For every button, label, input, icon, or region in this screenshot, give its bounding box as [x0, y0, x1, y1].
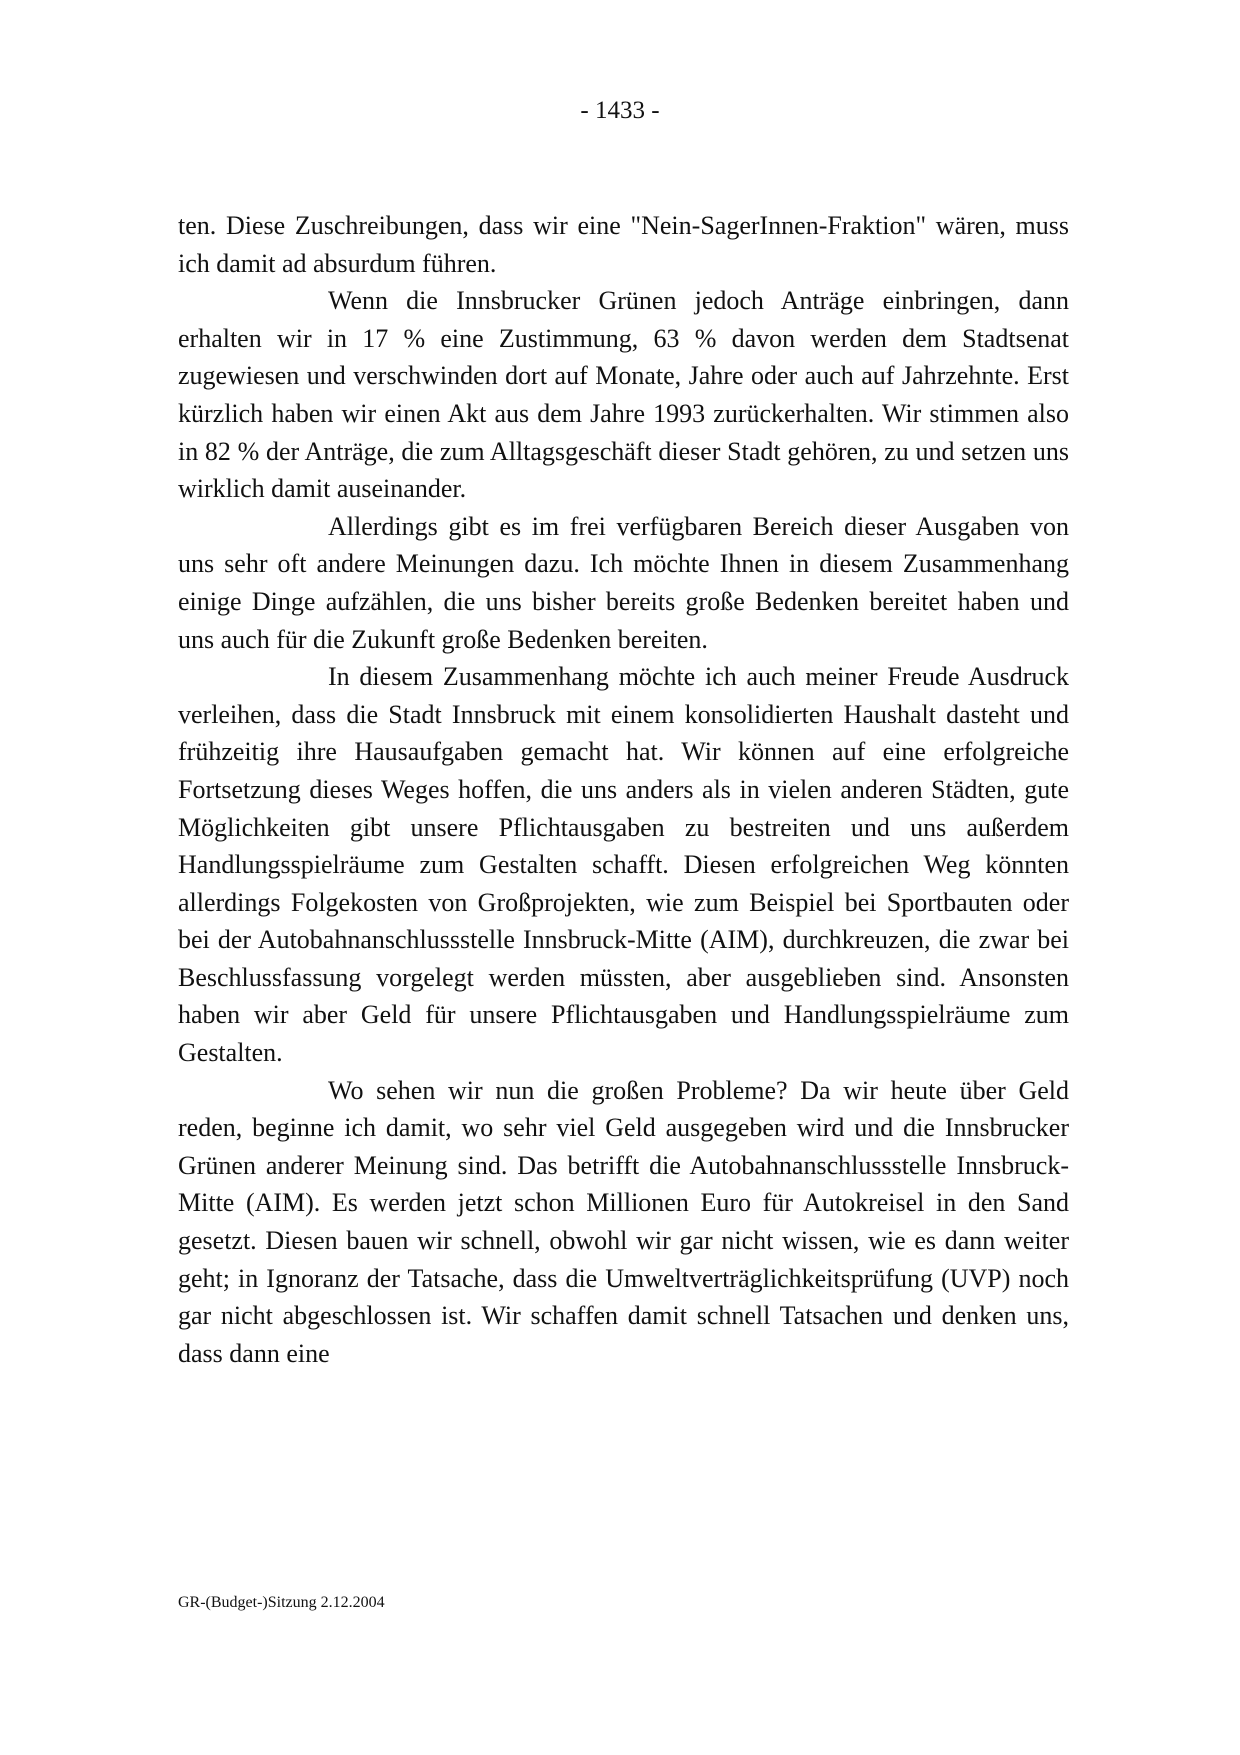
- document-body: [178, 207, 1069, 1372]
- paragraph-continuation: ten. Diese Zuschreibungen, dass wir eine "Nein-SagerInnen-Fraktion" wären, muss ich damit ad absurdum führen.: [178, 211, 1069, 278]
- paragraph: Allerdings gibt es im frei verfügbaren Bereich dieser Ausgaben von uns sehr oft andere Meinungen dazu. Ich möchte Ihnen in diesem Zusammenhang einige Dinge aufzählen, die uns bisher bereits große Bedenken bereitet haben und uns auch für die Zukunft große Bedenken bereiten.: [178, 511, 1069, 654]
- paragraph: Wo sehen wir nun die großen Probleme? Da wir heute über Geld reden, beginne ich damit, wo sehr viel Geld ausgegeben wird und die Innsbrucker Grünen anderer Meinung sind. Das betrifft die Autobahnanschlussstelle Innsbruck-Mitte (AIM). Es werden jetzt schon Millionen Euro für Autokreisel in den Sand gesetzt. Diesen bauen wir schnell, obwohl wir gar nicht wissen, wie es dann weiter geht; in Ignoranz der Tatsache, dass die Umweltverträglichkeitsprüfung (UVP) noch gar nicht abgeschlossen ist. Wir schaffen damit schnell Tatsachen und denken uns, dass dann eine: [178, 1075, 1069, 1368]
- footer-session-label: GR-(Budget-)Sitzung 2.12.2004: [178, 1594, 385, 1611]
- paragraph: Wenn die Innsbrucker Grünen jedoch Anträge einbringen, dann erhalten wir in 17 % eine Zustimmung, 63 % davon werden dem Stadtsenat zugewiesen und verschwinden dort auf Monate, Jahre oder auch auf Jahrzehnte. Erst kürzlich haben wir einen Akt aus dem Jahre 1993 zurückerhalten. Wir stimmen also in 82 % der Anträge, die zum Alltagsgeschäft dieser Stadt gehören, zu und setzen uns wirklich damit auseinander.: [178, 286, 1069, 504]
- paragraph: In diesem Zusammenhang möchte ich auch meiner Freude Ausdruck verleihen, dass die Stadt Innsbruck mit einem konsolidierten Haushalt dasteht und frühzeitig ihre Hausaufgaben gemacht hat. Wir können auf eine erfolgreiche Fortsetzung dieses Weges hoffen, die uns anders als in vielen anderen Städten, gute Möglichkeiten gibt unsere Pflichtausgaben zu bestreiten und uns außerdem Handlungsspielräume zum Gestalten schafft. Diesen erfolgreichen Weg könnten allerdings Folgekosten von Großprojekten, wie zum Beispiel bei Sportbauten oder bei der Autobahnanschlussstelle Innsbruck-Mitte (AIM), durchkreuzen, die zwar bei Beschlussfassung vorgelegt werden müssten, aber ausgeblieben sind. Ansonsten haben wir aber Geld für unsere Pflichtausgaben und Handlungsspielräume zum Gestalten.: [178, 662, 1069, 1068]
- page-number: - 1433 -: [580, 97, 660, 124]
